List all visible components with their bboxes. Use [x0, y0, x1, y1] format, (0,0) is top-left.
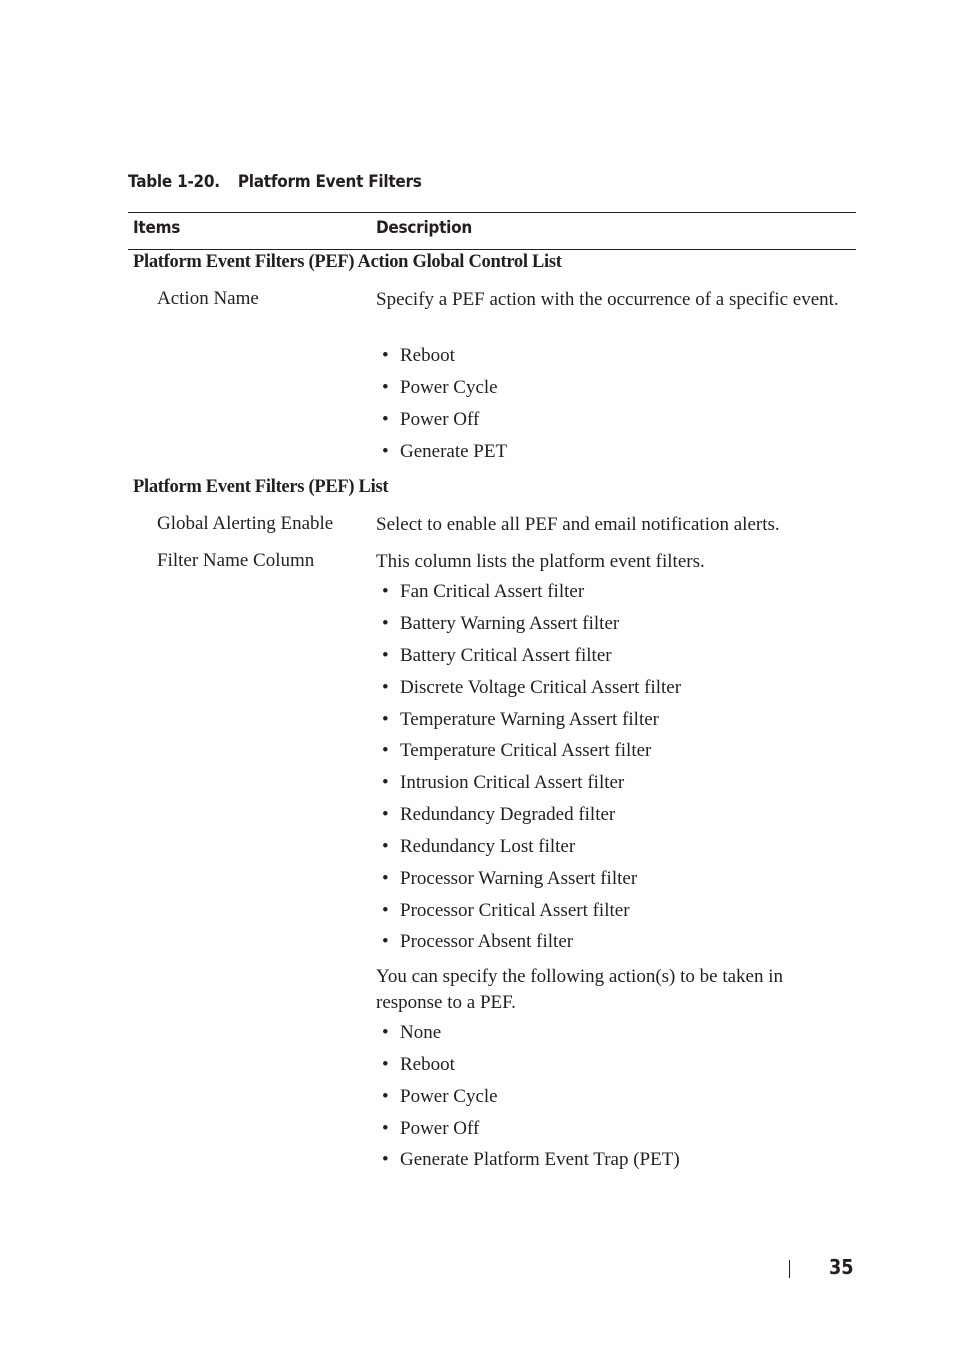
item-filter-name-column: Filter Name Column — [157, 550, 315, 571]
table-header-rule — [128, 249, 856, 250]
list-item: • None — [382, 1022, 442, 1043]
list-item: • Battery Critical Assert filter — [382, 645, 612, 666]
list-item: • Processor Warning Assert filter — [382, 868, 638, 889]
section-title-pef-action-global-control-list: Platform Event Filters (PEF) Action Global Control List — [133, 252, 562, 272]
list-item: • Processor Absent filter — [382, 931, 574, 952]
list-item: • Fan Critical Assert filter — [382, 581, 585, 602]
section-title-pef-list: Platform Event Filters (PEF) List — [133, 477, 389, 497]
description-pef-actions-intro: You can specify the following action(s) to be taken in response to a PEF. — [376, 966, 784, 1013]
table-header-row — [128, 213, 856, 249]
list-item: • Temperature Warning Assert filter — [382, 709, 660, 730]
bullet-text: Battery Warning Assert filter — [400, 613, 620, 634]
list-item: • Reboot — [382, 1054, 455, 1075]
bullet-text: Power Cycle — [400, 377, 498, 398]
list-item: • Temperature Critical Assert filter — [382, 740, 652, 761]
description-action-name: Specify a PEF action with the occurrence of a specific event. — [376, 289, 839, 310]
list-item: • Power Off — [382, 409, 480, 430]
list-item: • Battery Warning Assert filter — [382, 613, 620, 634]
bullet-text: None — [400, 1022, 442, 1043]
bullet-text: Intrusion Critical Assert filter — [400, 772, 625, 793]
header-items: Items — [133, 218, 181, 238]
list-item: • Intrusion Critical Assert filter — [382, 772, 625, 793]
bullet-text: Battery Critical Assert filter — [400, 645, 612, 666]
bullet-text: Temperature Critical Assert filter — [400, 740, 652, 761]
bullet-text: Power Off — [400, 409, 480, 430]
bullet-text: Redundancy Degraded filter — [400, 804, 616, 825]
header-description: Description — [376, 218, 472, 238]
item-action-name: Action Name — [157, 288, 259, 309]
list-item: • Redundancy Degraded filter — [382, 804, 616, 825]
bullet-text: Fan Critical Assert filter — [400, 581, 585, 602]
page-footer — [789, 1255, 859, 1280]
bullet-text: Power Cycle — [400, 1086, 498, 1107]
bullet-text: Processor Critical Assert filter — [400, 900, 630, 921]
list-item: • Power Off — [382, 1118, 480, 1139]
bullet-text: Processor Warning Assert filter — [400, 868, 638, 889]
table-caption-label: Table 1-20. — [128, 172, 220, 192]
footer-separator — [789, 1260, 790, 1278]
list-item: • Redundancy Lost filter — [382, 836, 576, 857]
table-caption — [128, 172, 422, 192]
description-global-alerting-enable: Select to enable all PEF and email notification alerts. — [376, 514, 780, 535]
list-item: • Reboot — [382, 345, 455, 366]
bullet-text: Processor Absent filter — [400, 931, 574, 952]
item-global-alerting-enable: Global Alerting Enable — [157, 513, 334, 534]
table-caption-title: Platform Event Filters — [237, 172, 422, 192]
list-item: • Generate Platform Event Trap (PET) — [382, 1149, 680, 1170]
description-filter-name-column: This column lists the platform event filters. — [376, 551, 705, 572]
bullet-text: Generate PET — [400, 441, 508, 462]
list-item: • Generate PET — [382, 441, 508, 462]
bullet-text: Generate Platform Event Trap (PET) — [400, 1149, 680, 1170]
list-item: • Processor Critical Assert filter — [382, 900, 630, 921]
bullet-text: Power Off — [400, 1118, 480, 1139]
bullet-text: Redundancy Lost filter — [400, 836, 576, 857]
bullet-text: Temperature Warning Assert filter — [400, 709, 660, 730]
list-item: • Discrete Voltage Critical Assert filter — [382, 677, 682, 698]
page-number: 35 — [829, 1255, 854, 1279]
bullet-text: Reboot — [400, 1054, 455, 1075]
bullet-text: Reboot — [400, 345, 455, 366]
platform-event-filters-table — [128, 212, 856, 1170]
list-item: • Power Cycle — [382, 1086, 498, 1107]
list-item: • Power Cycle — [382, 377, 498, 398]
bullet-text: Discrete Voltage Critical Assert filter — [400, 677, 682, 698]
